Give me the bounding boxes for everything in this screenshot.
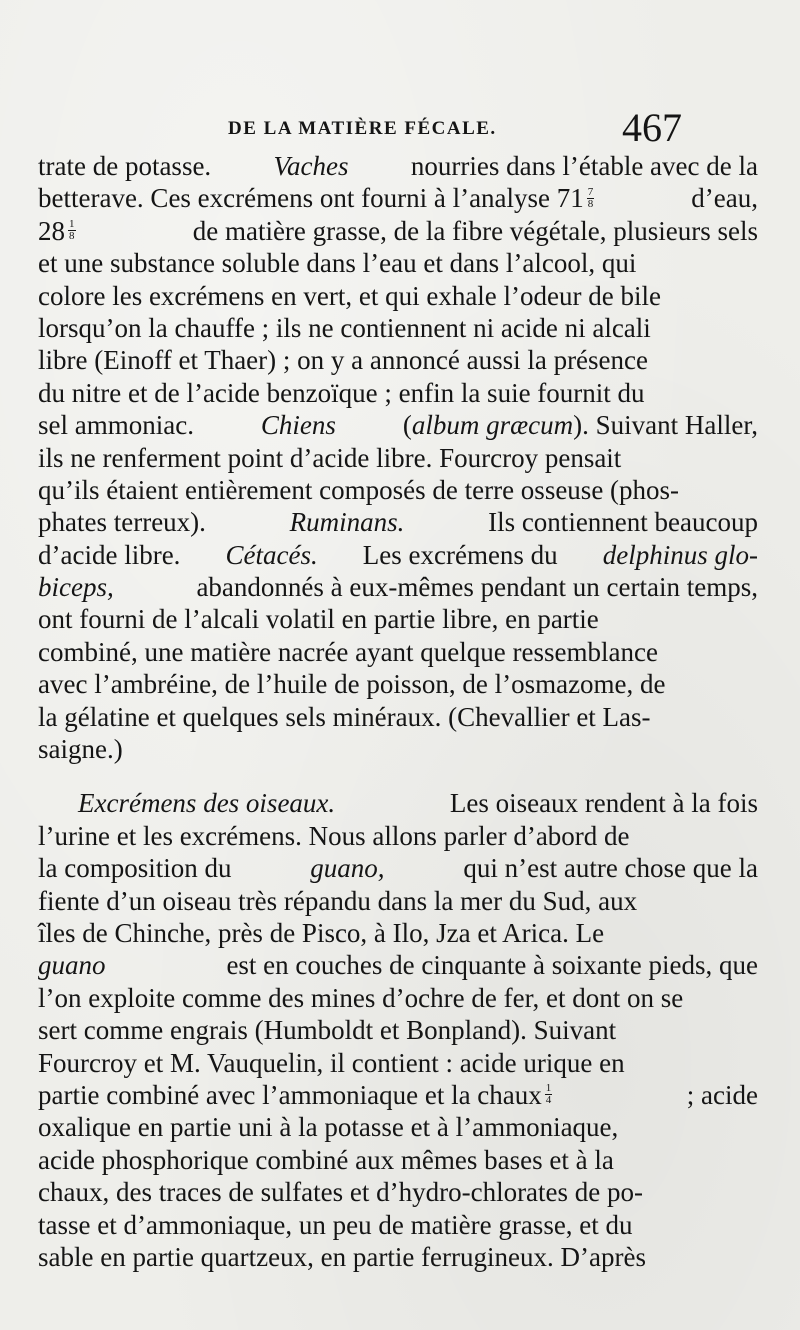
- text-line: [38, 377, 758, 409]
- text-line: [38, 442, 758, 474]
- text-run: et une substance soluble dans l’eau et dans l’alcool, qui: [38, 248, 637, 279]
- text-run: oxalique en partie uni à la potasse et à l’ammoniaque,: [38, 1112, 619, 1143]
- text-line: [38, 636, 758, 668]
- text-line: [38, 1079, 758, 1111]
- italic-term: biceps,: [38, 572, 114, 603]
- text-line: [38, 733, 758, 765]
- text-line: [38, 1144, 758, 1176]
- text-line: [38, 506, 758, 538]
- text-run: saigne.): [38, 734, 123, 765]
- text-line: [38, 787, 758, 819]
- text-run: ils ne renferment point d’acide libre. Fourcroy pensait: [38, 442, 622, 473]
- text-run: d’eau,: [691, 183, 758, 214]
- text-line: [38, 917, 758, 949]
- text-run: abandonnés à eux-mêmes pendant un certain temps,: [196, 572, 758, 603]
- body-text: [38, 150, 758, 1273]
- text-line: [38, 885, 758, 917]
- fraction: [587, 187, 595, 210]
- text-run: sert comme engrais (Humboldt et Bonpland). Suivant: [38, 1015, 617, 1046]
- text-run: phates terreux).: [38, 507, 206, 538]
- running-head: DE LA MATIÈRE FÉCALE.: [228, 118, 497, 139]
- text-run: acide phosphorique combiné aux mêmes bases et à la: [38, 1144, 614, 1175]
- fraction-denominator: 8: [587, 197, 594, 210]
- text-line: [38, 852, 758, 884]
- text-run: [38, 215, 79, 247]
- italic-term: Vaches: [273, 151, 349, 181]
- text-run: nourries dans l’étable avec de la: [410, 151, 758, 181]
- text-line: [38, 668, 758, 700]
- paragraph-gap: [38, 765, 758, 787]
- italic-term: Ruminans.: [289, 507, 405, 538]
- text-line: [38, 474, 758, 506]
- fraction-numerator: 1: [69, 218, 75, 231]
- text-run: chaux, des traces de sulfates et d’hydro-chlorates de po-: [38, 1177, 644, 1208]
- text-line: [38, 949, 758, 981]
- text-line: [38, 1209, 758, 1241]
- text-line: [38, 150, 758, 182]
- text-line: [38, 1111, 758, 1143]
- text-line: [38, 215, 758, 247]
- text-run: qu’ils étaient entièrement composés de terre osseuse (phos-: [38, 474, 680, 505]
- text-run: du nitre et de l’acide benzoïque ; enfin la suie fournit du: [38, 377, 645, 408]
- text-run: trate de potasse.: [38, 151, 212, 181]
- text-run: sable en partie quartzeux, en partie ferrugineux. D’après: [38, 1241, 646, 1272]
- text-line: [38, 182, 758, 214]
- text-fragment: (: [402, 410, 412, 441]
- italic-term: guano: [38, 950, 106, 981]
- text-line: [38, 280, 758, 312]
- text-run: combiné, une matière nacrée ayant quelque ressemblance: [38, 636, 658, 667]
- text-fragment: ). Suivant Haller,: [573, 410, 758, 441]
- text-line: [38, 571, 758, 603]
- italic-term: delphinus glo-: [602, 539, 758, 570]
- text-run: l’on exploite comme des mines d’ochre de fer, et dont on se: [38, 982, 684, 1013]
- fraction-numerator: 7: [587, 185, 594, 198]
- text-run: la composition du: [38, 853, 232, 884]
- text-line: [38, 344, 758, 376]
- italic-term: Cétacés.: [225, 539, 318, 570]
- text-run: colore les excrémens en vert, et qui exhale l’odeur de bile: [38, 280, 661, 311]
- text-run: libre (Einoff et Thaer) ; on y a annoncé aussi la présence: [38, 345, 649, 376]
- page-header: [0, 100, 800, 150]
- page-number: 467: [622, 105, 682, 150]
- fraction: [68, 219, 76, 242]
- text-fragment: 28: [38, 215, 65, 246]
- text-run: [38, 182, 597, 214]
- text-run: lorsqu’on la chauffe ; ils ne contiennent ni acide ni alcali: [38, 312, 651, 343]
- text-line: [38, 539, 758, 571]
- text-line: [38, 409, 758, 441]
- text-run: tasse et d’ammoniaque, un peu de matière grasse, et du: [38, 1209, 633, 1240]
- text-run: Ils contiennent beaucoup: [488, 507, 758, 538]
- text-fragment: partie combiné avec l’ammoniaque et la chaux: [38, 1079, 542, 1110]
- text-run: Les excrémens du: [362, 539, 558, 570]
- text-run: d’acide libre.: [38, 539, 181, 570]
- text-line: [38, 701, 758, 733]
- fraction-numerator: 1: [545, 1082, 552, 1095]
- text-run: ont fourni de l’alcali volatil en partie libre, en partie: [38, 604, 599, 635]
- text-run: Les oiseaux rendent à la fois: [449, 788, 758, 819]
- text-run: l’urine et les excrémens. Nous allons parler d’abord de: [38, 820, 630, 851]
- text-line: [38, 247, 758, 279]
- text-line: [38, 1241, 758, 1273]
- fraction: [545, 1083, 553, 1106]
- text-run: Fourcroy et M. Vauquelin, il contient : acide urique en: [38, 1047, 625, 1078]
- text-run: qui n’est autre chose que la: [463, 853, 758, 884]
- text-run: fiente d’un oiseau très répandu dans la mer du Sud, aux: [38, 885, 638, 916]
- fraction-denominator: 4: [545, 1094, 552, 1107]
- text-line: [38, 982, 758, 1014]
- fraction-denominator: 8: [69, 230, 75, 243]
- text-run: ; acide: [686, 1079, 758, 1110]
- italic-term: album græcum: [411, 410, 574, 441]
- text-run: la gélatine et quelques sels minéraux. (Chevallier et Las-: [38, 701, 651, 732]
- text-run: avec l’ambréine, de l’huile de poisson, de l’osmazome, de: [38, 669, 666, 700]
- text-run: est en couches de cinquante à soixante pieds, que: [226, 950, 758, 981]
- text-run: [403, 409, 758, 441]
- italic-term: guano,: [310, 853, 385, 884]
- italic-term: Chiens: [260, 410, 336, 441]
- italic-heading: Excrémens des oiseaux.: [78, 788, 336, 819]
- text-line: [38, 312, 758, 344]
- text-line: [38, 1014, 758, 1046]
- text-run: îles de Chinche, près de Pisco, à Ilo, Jza et Arica. Le: [38, 917, 605, 948]
- text-line: [38, 1047, 758, 1079]
- text-line: [38, 820, 758, 852]
- text-fragment: betterave. Ces excrémens ont fourni à l’analyse 71: [38, 183, 584, 214]
- text-run: [38, 1079, 555, 1111]
- text-run: de matière grasse, de la fibre végétale, plusieurs sels: [192, 215, 758, 246]
- text-line: [38, 603, 758, 635]
- text-run: sel ammoniac.: [38, 410, 194, 441]
- text-line: [38, 1176, 758, 1208]
